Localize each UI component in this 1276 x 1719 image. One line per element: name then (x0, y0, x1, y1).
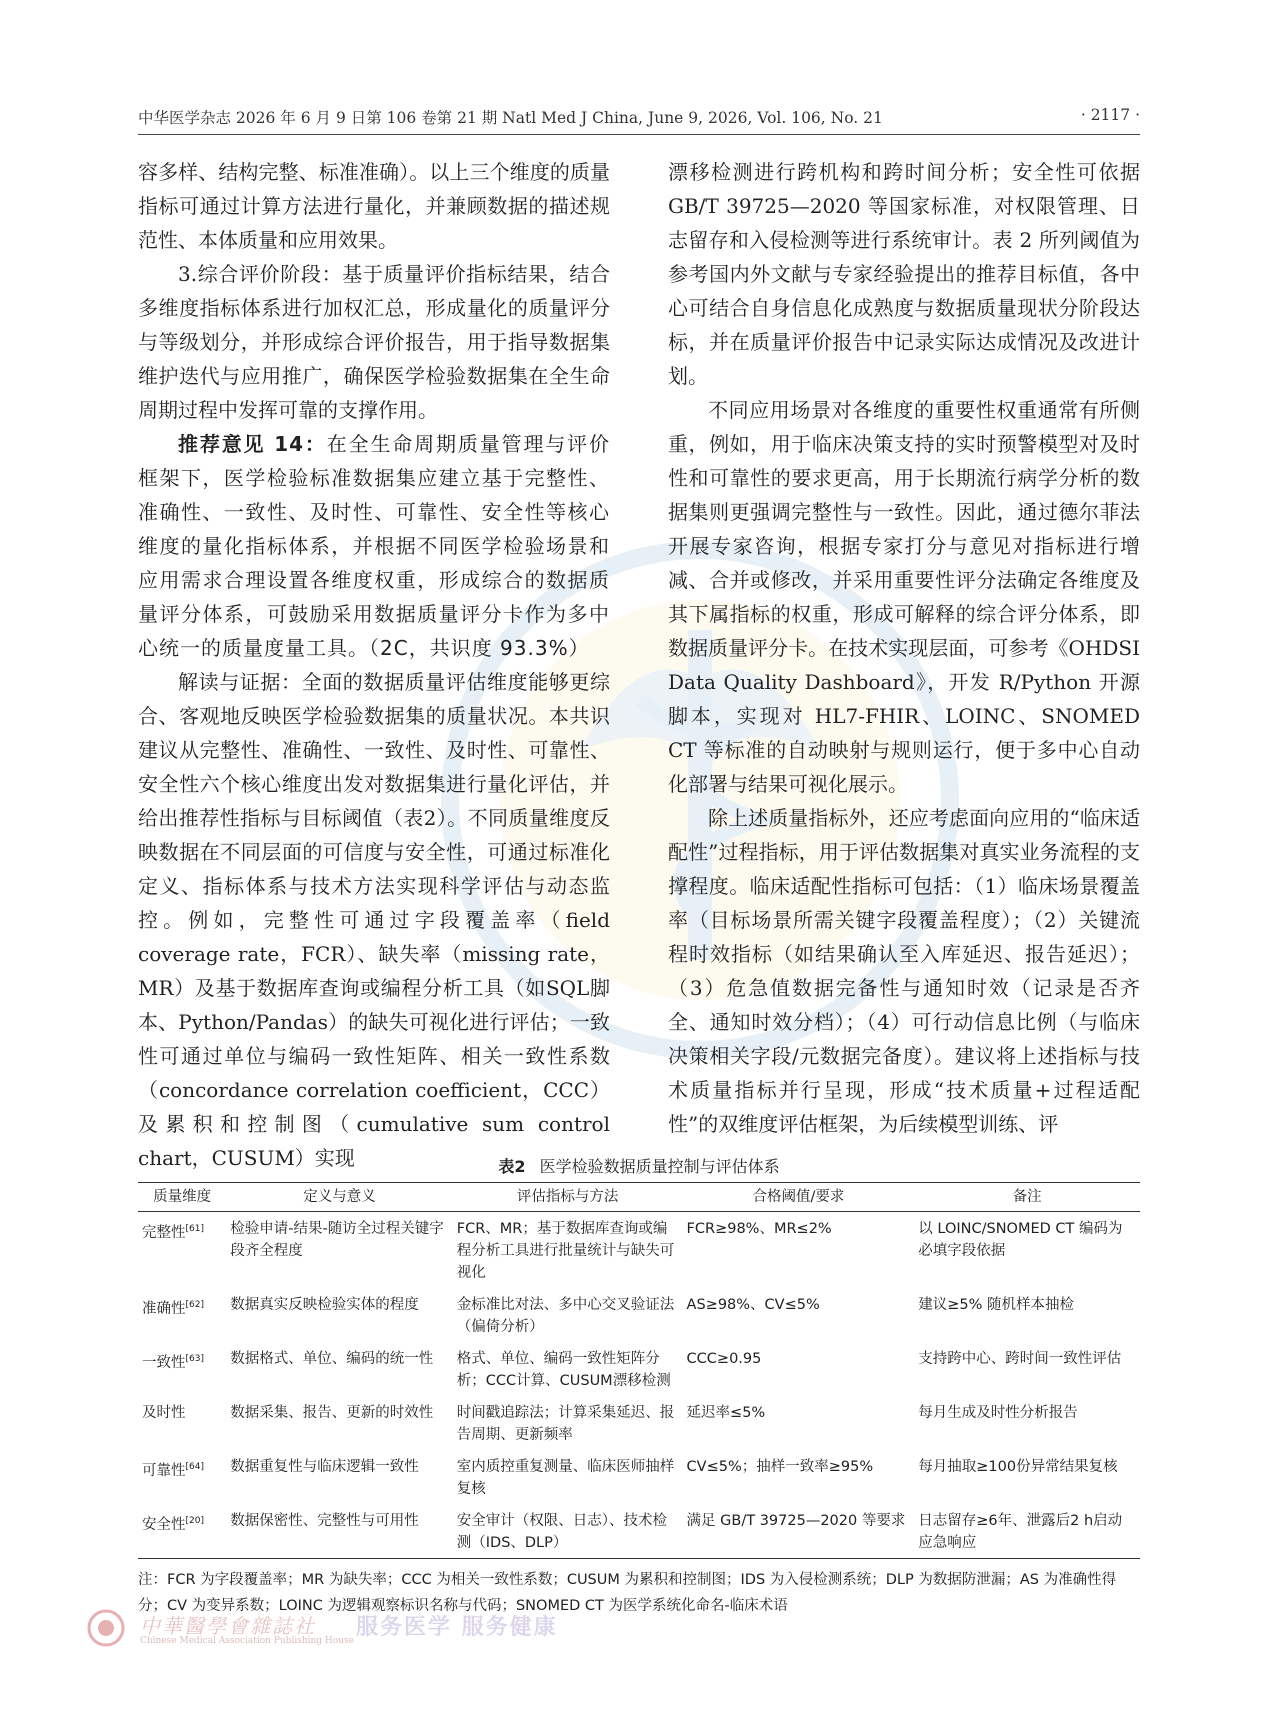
cell-threshold-text: CCC≥0.95 (686, 1351, 762, 1367)
cell-threshold-text: 满足 GB/T 39725—2020 等要求 (686, 1513, 906, 1529)
cell-dimension-text: 完整性 (142, 1224, 186, 1241)
cell-method (453, 1288, 683, 1342)
recommendation-text: 在全生命周期质量管理与评价框架下，医学检验标准数据集应建立基于完整性、准确性、一致性、及时性、可靠性、安全性等核心维度的量化指标体系，并根据不同医学检验场景和应用需求合理设置各维度权重，形成综合的数据质量评分体系，可鼓励采用数据质量评分卡作为多中心统一的质量度量工具。（2C，共识度 93.3%） (138, 432, 610, 660)
cell-threshold (683, 1450, 915, 1504)
cell-threshold-text: AS≥98%、CV≤5% (686, 1297, 820, 1313)
col-header: 合格阈值/要求 (683, 1183, 915, 1212)
cell-threshold (683, 1396, 915, 1450)
cell-definition-text: 数据重复性与临床逻辑一致性 (230, 1459, 419, 1475)
cell-dimension (138, 1288, 226, 1342)
recommendation-14 (138, 427, 610, 665)
cell-note-text: 以 LOINC/SNOMED CT 编码为必填字段依据 (918, 1221, 1123, 1259)
paragraph: 除上述质量指标外，还应考虑面向应用的“临床适配性”过程指标，用于评估数据集对真实业务流程的支撑程度。临床适配性指标可包括：（1）临床场景覆盖率（目标场景所需关键字段覆盖程度）；（2）关键流程时效指标（如结果确认至入库延迟、报告延迟）；（3）危急值数据完备性与通知时效（记录是否齐全、通知时效分档）；（4）可行动信息比例（与临床决策相关字段/元数据完备度）。建议将上述指标与技术质量指标并行呈现，形成“技术质量+过程适配性”的双维度评估框架，为后续模型训练、评 (668, 806, 1140, 1136)
cell-dimension (138, 1212, 226, 1289)
cell-method (453, 1212, 683, 1289)
cell-method-text: FCR、MR；基于数据库查询或编程分析工具进行批量统计与缺失可视化 (456, 1221, 675, 1281)
running-header (138, 104, 1140, 130)
citation-ref: [62] (185, 1300, 204, 1310)
left-column (138, 155, 610, 1175)
cell-definition (226, 1450, 453, 1504)
cell-note (914, 1342, 1140, 1396)
publisher-logo-icon (86, 1608, 126, 1648)
cell-dimension-text: 可靠性 (142, 1462, 186, 1479)
cell-method-text: 金标准比对法、多中心交叉验证法（偏倚分析） (456, 1297, 675, 1335)
cell-dimension-text: 及时性 (142, 1405, 186, 1421)
paragraph: 解读与证据：全面的数据质量评估维度能够更综合、客观地反映医学检验数据集的质量状况。本共识建议从完整性、准确性、一致性、及时性、可靠性、安全性六个核心维度出发对数据集进行量化评估，并给出推荐性指标与目标阈值（表2）。不同质量维度反映数据在不同层面的可信度与安全性，可通过标准化定义、指标体系与技术方法实现科学评估与动态监控。例如，完整性可通过字段覆盖率（field coverage rate，FCR）、缺失率（missing rate，MR）及基于数据库查询或编程分析工具（如SQL脚本、Python/Pandas）的缺失可视化进行评估；一致性可通过单位与编码一致性矩阵、相关一致性系数（concordance correlation coefficient，CCC）及累积和控制图（cumulative sum control chart，CUSUM）实现 (138, 670, 610, 1170)
header-rule (138, 134, 1140, 135)
cell-method-text: 室内质控重复测量、临床医师抽样复核 (456, 1459, 675, 1497)
cell-note-text: 每月生成及时性分析报告 (918, 1405, 1078, 1421)
table-caption (138, 1152, 1140, 1182)
cell-dimension (138, 1504, 226, 1559)
table-row (138, 1450, 1140, 1504)
cell-definition (226, 1504, 453, 1559)
cell-method (453, 1504, 683, 1559)
paragraph: 不同应用场景对各维度的重要性权重通常有所侧重，例如，用于临床决策支持的实时预警模型对及时性和可靠性的要求更高，用于长期流行病学分析的数据集则更强调完整性与一致性。因此，通过德尔菲法开展专家咨询，根据专家打分与意见对指标进行增减、合并或修改，并采用重要性评分法确定各维度及其下属指标的权重，形成可解释的综合评分体系，即数据质量评分卡。在技术实现层面，可参考《OHDSI Data Quality Dashboard》，开发 R/Python 开源脚本，实现对 HL7-FHIR、LOINC、SNOMED CT 等标准的自动映射与规则运行，便于多中心自动化部署与结果可视化展示。 (668, 398, 1140, 796)
paragraph: 容多样、结构完整、标准准确）。以上三个维度的质量指标可通过计算方法进行量化，并兼顾数据的描述规范性、本体质量和应用效果。 (138, 160, 610, 252)
cell-definition (226, 1212, 453, 1289)
cell-note (914, 1450, 1140, 1504)
cell-dimension-text: 准确性 (142, 1300, 186, 1317)
cell-method (453, 1342, 683, 1396)
right-column (668, 155, 1140, 1141)
cell-definition-text: 数据采集、报告、更新的时效性 (230, 1405, 434, 1421)
cell-note-text: 支持跨中心、跨时间一致性评估 (918, 1351, 1122, 1367)
col-header: 评估指标与方法 (453, 1183, 683, 1212)
page-number: · 2117 · (1080, 106, 1140, 124)
table-2 (138, 1152, 1140, 1619)
cell-threshold (683, 1212, 915, 1289)
table-label: 表2 (498, 1157, 526, 1176)
table-row (138, 1342, 1140, 1396)
table-body (138, 1212, 1140, 1559)
table-row (138, 1396, 1140, 1450)
cell-method-text: 时间戳追踪法；计算采集延迟、报告周期、更新频率 (456, 1405, 675, 1443)
cell-dimension (138, 1450, 226, 1504)
cell-definition-text: 数据保密性、完整性与可用性 (230, 1513, 419, 1529)
cell-definition-text: 数据格式、单位、编码的统一性 (230, 1351, 434, 1367)
publisher-name-en: Chinese Medical Association Publishing House (140, 1636, 354, 1646)
journal-citation: 中华医学杂志 2026 年 6 月 9 日第 106 卷第 21 期 Natl Med J China, June 9, 2026, Vol. 106, No. 21 (138, 109, 883, 127)
table-row (138, 1288, 1140, 1342)
citation-ref: [20] (185, 1516, 204, 1526)
cell-threshold-text: 延迟率≤5% (686, 1405, 766, 1421)
publisher-footer (86, 1608, 646, 1652)
citation-ref: [63] (185, 1354, 204, 1364)
table-header-row (138, 1183, 1140, 1212)
cell-threshold (683, 1342, 915, 1396)
cell-dimension (138, 1396, 226, 1450)
cell-threshold (683, 1504, 915, 1559)
cell-note-text: 每月抽取≥100份异常结果复核 (918, 1459, 1118, 1475)
cell-method-text: 安全审计（权限、日志）、技术检测（IDS、DLP） (456, 1513, 667, 1551)
table-footnote: 注：FCR 为字段覆盖率；MR 为缺失率；CCC 为相关一致性系数；CUSUM 为累积和控制图；IDS 为入侵检测系统；DLP 为数据防泄漏；AS 为准确性得分；CV 为变异系数；LOINC 为逻辑观察标识名称与代码；SNOMED CT 为医学系统化命名-临床术语 (138, 1572, 1117, 1614)
paragraph: 漂移检测进行跨机构和跨时间分析；安全性可依据 GB/T 39725—2020 等国家标准，对权限管理、日志留存和入侵检测等进行系统审计。表 2 所列阈值为参考国内外文献与专家经验提出的推荐目标值，各中心可结合自身信息化成熟度与数据质量现状分阶段达标，并在质量评价报告中记录实际达成情况及改进计划。 (668, 160, 1140, 388)
publisher-slogan: 服务医学 服务健康 (356, 1614, 558, 1640)
cell-dimension (138, 1342, 226, 1396)
cell-definition (226, 1342, 453, 1396)
cell-note (914, 1504, 1140, 1559)
citation-ref: [61] (185, 1224, 204, 1234)
cell-threshold-text: FCR≥98%、MR≤2% (686, 1221, 832, 1237)
cell-method (453, 1396, 683, 1450)
cell-dimension-text: 一致性 (142, 1354, 186, 1371)
cell-note (914, 1288, 1140, 1342)
cell-threshold-text: CV≤5%；抽样一致率≥95% (686, 1459, 874, 1475)
publisher-name-cn: 中華醫學會雜誌社 (140, 1614, 316, 1638)
table-title: 医学检验数据质量控制与评估体系 (539, 1157, 780, 1176)
cell-definition (226, 1288, 453, 1342)
citation-ref: [64] (185, 1462, 204, 1472)
recommendation-label: 推荐意见 14： (178, 432, 327, 456)
cell-definition-text: 检验申请-结果-随访全过程关键字段齐全程度 (230, 1221, 444, 1259)
cell-method (453, 1450, 683, 1504)
col-header: 定义与意义 (226, 1183, 453, 1212)
quality-table (138, 1182, 1140, 1559)
col-header: 质量维度 (138, 1183, 226, 1212)
table-row (138, 1212, 1140, 1289)
table-row (138, 1504, 1140, 1559)
paragraph: 3.综合评价阶段：基于质量评价指标结果，结合多维度指标体系进行加权汇总，形成量化的质量评分与等级划分，并形成综合评价报告，用于指导数据集维护迭代与应用推广，确保医学检验数据集在全生命周期过程中发挥可靠的支撑作用。 (138, 262, 610, 422)
cell-definition (226, 1396, 453, 1450)
cell-definition-text: 数据真实反映检验实体的程度 (230, 1297, 419, 1313)
cell-threshold (683, 1288, 915, 1342)
cell-method-text: 格式、单位、编码一致性矩阵分析；CCC计算、CUSUM漂移检测 (456, 1351, 671, 1389)
cell-dimension-text: 安全性 (142, 1516, 186, 1533)
cell-note-text: 日志留存≥6年、泄露后2 h启动应急响应 (918, 1513, 1123, 1551)
cell-note-text: 建议≥5% 随机样本抽检 (918, 1297, 1075, 1313)
col-header: 备注 (914, 1183, 1140, 1212)
cell-note (914, 1212, 1140, 1289)
cell-note (914, 1396, 1140, 1450)
